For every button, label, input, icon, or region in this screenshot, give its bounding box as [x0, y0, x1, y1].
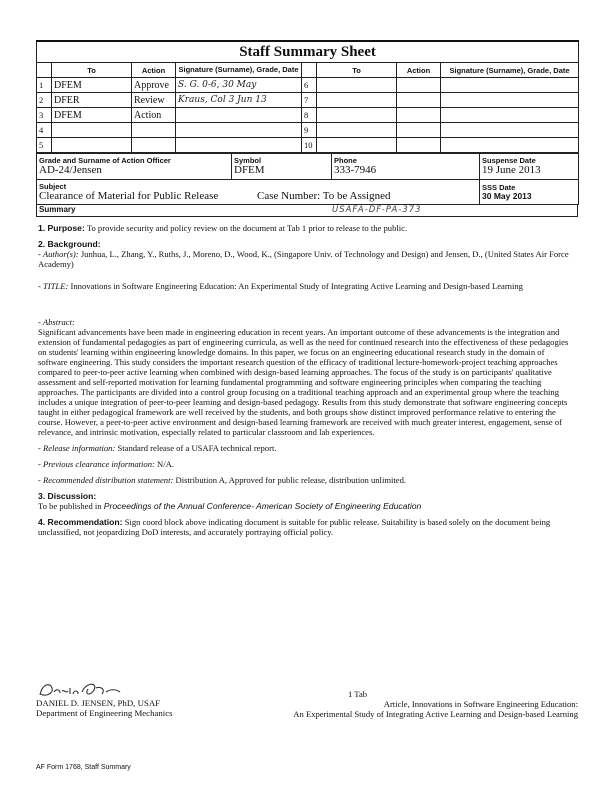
signer-department: Department of Engineering Mechanics	[36, 708, 173, 718]
row-number: 7	[302, 93, 317, 108]
phone-label: Phone	[334, 156, 357, 165]
publication-name: Proceedings of the Annual Conference- American Society of Engineering Education	[103, 501, 422, 511]
row-number: 4	[37, 123, 52, 138]
row-signature	[441, 138, 579, 153]
previous-clearance-label: - Previous clearance information:	[38, 459, 155, 469]
row-to	[317, 123, 397, 138]
attachment-line-2: An Experimental Study of Integrating Active Learning and Design-based Learning	[293, 709, 578, 719]
row-action	[132, 138, 176, 153]
row-action: Approve	[132, 78, 176, 93]
row-number: 3	[37, 108, 52, 123]
purpose-section	[38, 223, 576, 233]
background-section	[38, 239, 576, 269]
recommendation-section	[38, 517, 576, 537]
row-signature	[176, 138, 302, 153]
title-section	[38, 281, 576, 291]
signature-block	[36, 680, 173, 718]
row-signature	[441, 108, 579, 123]
suspense-cell	[480, 154, 579, 180]
title-label: - TITLE:	[38, 281, 69, 291]
discussion-section	[38, 491, 576, 511]
row-number: 8	[302, 108, 317, 123]
distribution-text: Distribution A, Approved for public release, distribution unlimited.	[175, 475, 407, 485]
row-signature	[441, 93, 579, 108]
header-signature: Signature (Surname), Grade, Date	[176, 63, 302, 78]
routing-row	[37, 123, 579, 138]
header-to: To	[52, 63, 132, 78]
routing-row	[37, 108, 579, 123]
summary-label: Summary	[39, 205, 76, 214]
abstract-label: - Abstract:	[38, 317, 75, 327]
grade-value: AD-24/Jensen	[39, 164, 102, 176]
row-action	[132, 123, 176, 138]
subject-label: Subject	[39, 181, 67, 191]
row-to	[52, 138, 132, 153]
form-title: Staff Summary Sheet	[37, 41, 579, 63]
row-action	[397, 93, 441, 108]
release-label: - Release information:	[38, 443, 116, 453]
suspense-value: 19 June 2013	[482, 164, 541, 176]
row-signature	[441, 123, 579, 138]
suspense-label: Suspense Date	[482, 156, 536, 165]
routing-table	[36, 40, 579, 153]
authors-text: Junhua, L., Zhang, Y., Ruths, J., Moreno, D., Wood, K., (Singapore Univ. of Technology and Design) and Jensen, D., (United States Air Force Academy)	[38, 249, 569, 269]
header-cell	[302, 63, 317, 78]
row-action	[397, 108, 441, 123]
signature-drawing	[36, 680, 126, 700]
row-action	[397, 123, 441, 138]
row-action	[397, 138, 441, 153]
grade-cell	[37, 154, 232, 180]
routing-row	[37, 93, 579, 108]
attachment-line-1: Article, Innovations in Software Engineering Education:	[383, 699, 578, 709]
header-to: To	[317, 63, 397, 78]
case-stamp: USAFA-DF-PA-373	[332, 205, 422, 215]
row-to	[317, 108, 397, 123]
row-number: 2	[37, 93, 52, 108]
symbol-value: DFEM	[234, 164, 265, 176]
attachment-block	[240, 689, 578, 719]
grade-label: Grade and Surname of Action Officer	[39, 156, 171, 165]
row-signature	[176, 123, 302, 138]
abstract-section	[38, 317, 576, 437]
row-signature	[441, 78, 579, 93]
distribution-label: - Recommended distribution statement:	[38, 475, 174, 485]
recommendation-heading: 4. Recommendation:	[38, 517, 123, 527]
row-to: DFEM	[52, 108, 132, 123]
purpose-heading: 1. Purpose:	[38, 223, 85, 233]
previous-clearance-section	[38, 459, 576, 469]
row-action: Review	[132, 93, 176, 108]
authors-label: - Author(s):	[38, 249, 79, 259]
release-section	[38, 443, 576, 453]
sss-label: SSS Date	[482, 183, 516, 192]
row-to: DFEM	[52, 78, 132, 93]
header-action: Action	[132, 63, 176, 78]
row-action: Action	[132, 108, 176, 123]
header-cell	[37, 63, 52, 78]
abstract-text: Significant advancements have been made in engineering education in recent years. An important outcome of these advancements is the integration and extension of fundamental pedagogies as part of engineering curricula, as well as the need for continued research into the effectiveness of these pedagogies on students' learning within engineering knowledge domains. In this paper, we focus on an engineering educational research study in the domain of software engineering. This study considers the important research question of the efficacy of traditional lecture-homework-project teaching approaches compared to peer-to-peer active learning when combined with design-based learning approaches. The focus of the study is on participants' qualitative assessment and self-reported motivation for learning fundamental programming and software engineering principles when comparing the teaching approaches. The participants are divided into a control group focusing on a traditional teaching approach and an experimental group where the teaching includes a unique integration of peer-to-peer learning and design-based pedagogy. Results from this study demonstrate that software engineering concepts taught in either pedagogical framework are well received by the students, and both groups show distinct improved performance relative to entering the course. However, a peer-to-peer active environment and design-based learning framework are received with much greater interest, engagement, sense of relevance, and intrinsic motivation, especially related to particular classroom and lab experiences.	[38, 327, 569, 437]
officer-table	[36, 153, 579, 205]
row-number: 9	[302, 123, 317, 138]
subject-value	[39, 191, 477, 202]
symbol-cell	[232, 154, 332, 180]
header-action: Action	[397, 63, 441, 78]
sss-cell	[480, 180, 579, 205]
routing-row	[37, 78, 579, 93]
case-number: Case Number: To be Assigned	[257, 189, 391, 202]
purpose-text: To provide security and policy review on the document at Tab 1 prior to release to the public.	[86, 223, 408, 233]
row-number: 10	[302, 138, 317, 153]
row-number: 6	[302, 78, 317, 93]
row-to: DFER	[52, 93, 132, 108]
row-signature: S. G. 0-6, 30 May	[176, 78, 302, 93]
form-footer: AF Form 1768, Staff Summary	[36, 764, 131, 771]
handwritten-signature	[36, 680, 173, 698]
release-text: Standard release of a USAFA technical report.	[117, 443, 277, 453]
phone-cell	[332, 154, 480, 180]
recommendation-text: Sign coord block above indicating document is suitable for public release. Suitability is based solely on the document being unclassified, not jeopardizing DoD interests, and accurately portraying official policy.	[38, 517, 551, 537]
phone-value: 333-7946	[334, 164, 377, 176]
row-signature	[176, 108, 302, 123]
row-to	[317, 138, 397, 153]
sss-value: 30 May 2013	[482, 191, 532, 201]
previous-clearance-text: N/A.	[157, 459, 174, 469]
discussion-text: To be published in	[38, 501, 102, 511]
discussion-heading: 3. Discussion:	[38, 491, 97, 501]
row-signature: Kraus, Col 3 Jun 13	[176, 93, 302, 108]
staff-summary-form	[36, 40, 578, 543]
header-signature: Signature (Surname), Grade, Date	[441, 63, 579, 78]
distribution-section	[38, 475, 576, 485]
row-number: 5	[37, 138, 52, 153]
row-to	[52, 123, 132, 138]
summary-bar	[36, 205, 578, 217]
subject-cell	[37, 180, 480, 205]
title-text: Innovations in Software Engineering Education: An Experimental Study of Integrating Active Learning and Design-based Learning	[70, 281, 523, 291]
symbol-label: Symbol	[234, 156, 262, 165]
row-action	[397, 78, 441, 93]
signer-name: DANIEL D. JENSEN, PhD, USAF	[36, 698, 161, 708]
routing-row	[37, 138, 579, 153]
row-to	[317, 78, 397, 93]
tab-count: 1 Tab	[348, 689, 368, 699]
row-number: 1	[37, 78, 52, 93]
row-to	[317, 93, 397, 108]
summary-body	[36, 217, 578, 537]
background-heading: 2. Background:	[38, 239, 101, 249]
subject-text: Clearance of Material for Public Release	[39, 189, 219, 202]
